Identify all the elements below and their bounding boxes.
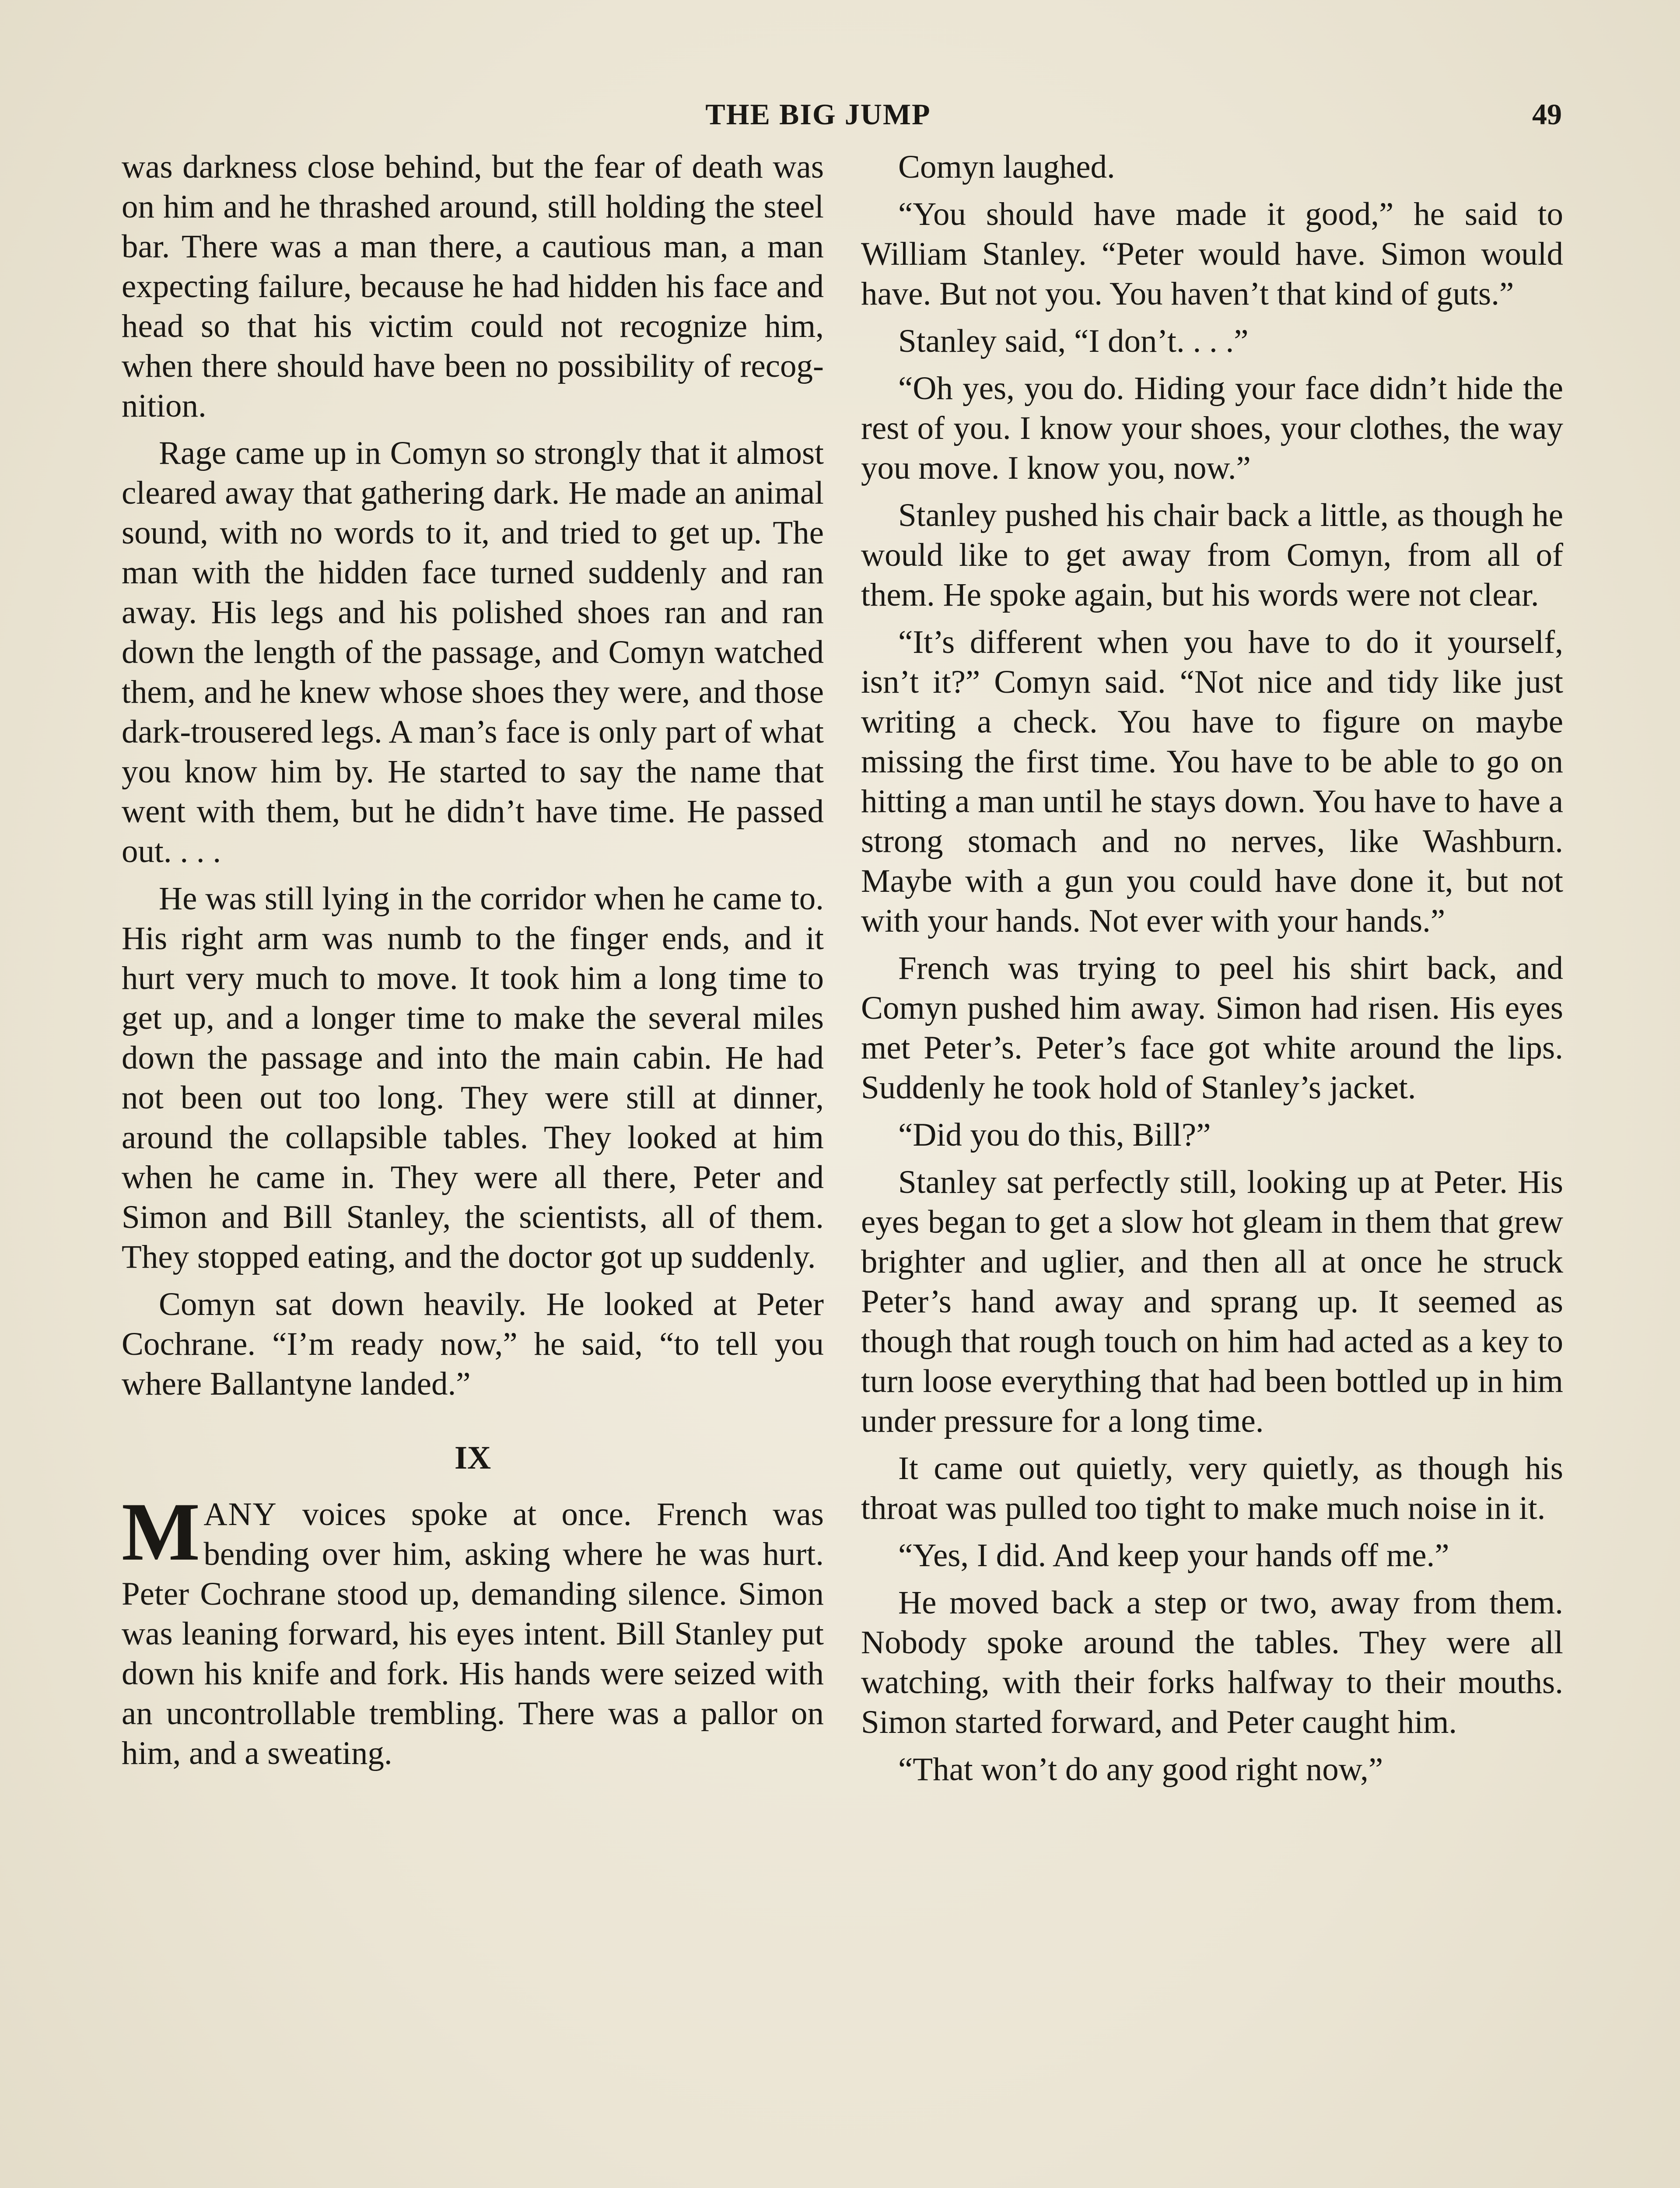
- paragraph: He was still lying in the corridor when he came to. His right arm was numb to the finger ends, and it hurt very much to move. It took him a long time to get up, and a longer time to make the several miles down the passage and into the main cabin. He had not been out too long. They were still at dinner, around the collapsible tables. They looked at him when he came in. They were all there, Peter and Simon and Bill Stanley, the scientists, all of them. They stopped eating, and the doctor got up suddenly.: [122, 880, 824, 1275]
- lead-in-text: ANY: [203, 1496, 277, 1532]
- page-number: 49: [1532, 98, 1562, 131]
- chapter-opening-paragraph: [122, 1486, 824, 1773]
- paragraph: “Did you do this, Bill?”: [898, 1117, 1211, 1153]
- paragraph: French was trying to peel his shirt back, and Comyn pushed him away. Simon had risen. His eyes met Peter’s. Peter’s face got white around the lips. Suddenly he took hold of Stanley’s jacket.: [861, 950, 1563, 1106]
- paragraph: He moved back a step or two, away from them. Nobody spoke around the tables. They were all watching, with their forks halfway to their mouths. Simon started forward, and Peter caught him.: [861, 1585, 1563, 1740]
- paragraph: Stanley pushed his chair back a little, as though he would like to get away from Comyn, from all of them. He spoke again, but his words were not clear.: [861, 497, 1563, 613]
- paragraph: Stanley sat perfectly still, looking up at Peter. His eyes began to get a slow hot gleam in them that grew brighter and uglier, and then all at once he struck Peter’s hand away and sprang up. It seemed as though that rough touch on him had acted as a key to turn loose everything that had been bottled up in him under pressure for a long time.: [861, 1164, 1563, 1439]
- paragraph: Rage came up in Comyn so strongly that it almost cleared away that gathering dark. He made an animal sound, with no words to it, and tried to get up. The man with the hidden face turned suddenly and ran away. His legs and his polished shoes ran and ran down the length of the passage, and Comyn watched them, and he knew whose shoes they were, and those dark-trousered legs. A man’s face is only part of what you know him by. He started to say the name that went with them, but he didn’t have time. He passed out. . . .: [122, 435, 824, 870]
- paragraph: “It’s different when you have to do it yourself, isn’t it?” Comyn said. “Not nice and tidy like just writing a check. You have to figure on maybe missing the first time. You have to be able to go on hitting a man until he stays down. You have to have a strong stomach and no nerves, like Washburn. Maybe with a gun you could have done it, but not with your hands. Not ever with your hands.”: [861, 624, 1563, 939]
- paragraph: Comyn sat down heavily. He looked at Peter Cochrane. “I’m ready now,” he said, “to tell you where Ballantyne landed.”: [122, 1286, 824, 1402]
- paragraph: Stanley said, “I don’t. . . .”: [898, 323, 1249, 359]
- paragraph: “You should have made it good,” he said to William Stanley. “Peter would have. Simon would have. But not you. You haven’t that kind of guts.”: [861, 196, 1563, 312]
- running-title: THE BIG JUMP: [705, 98, 931, 131]
- chapter-heading: IX: [454, 1440, 491, 1476]
- drop-cap: M: [122, 1486, 200, 1578]
- paragraph: was darkness close behind, but the fear of death was on him and he thrashed around, still holding the steel bar. There was a man there, a cautious man, a man expecting failure, because he had hidden his face and head so that his victim could not recognize him, when there should have been no possibility of recognition.: [122, 149, 824, 424]
- paragraph: “That won’t do any good right now,”: [898, 1751, 1383, 1788]
- left-column: [122, 147, 824, 1781]
- paragraph-text: voices spoke at once. French was bending over him, asking where he was hurt. Peter Cochrane stood up, demanding silence. Simon was leaning forward, his eyes intent. Bill Stanley put down his knife and fork. His hands were seized with an uncontrollable trembling. There was a pallor on him, and a sweating.: [122, 1496, 824, 1771]
- paragraph: It came out quietly, very quietly, as though his throat was pulled too tight to make much noise in it.: [861, 1450, 1563, 1526]
- paragraph: “Yes, I did. And keep your hands off me.”: [898, 1537, 1449, 1574]
- paragraph: Comyn laughed.: [898, 149, 1115, 185]
- right-column: [861, 147, 1563, 1797]
- paragraph: “Oh yes, you do. Hiding your face didn’t hide the rest of you. I know your shoes, your clothes, the way you move. I know you, now.”: [861, 370, 1563, 486]
